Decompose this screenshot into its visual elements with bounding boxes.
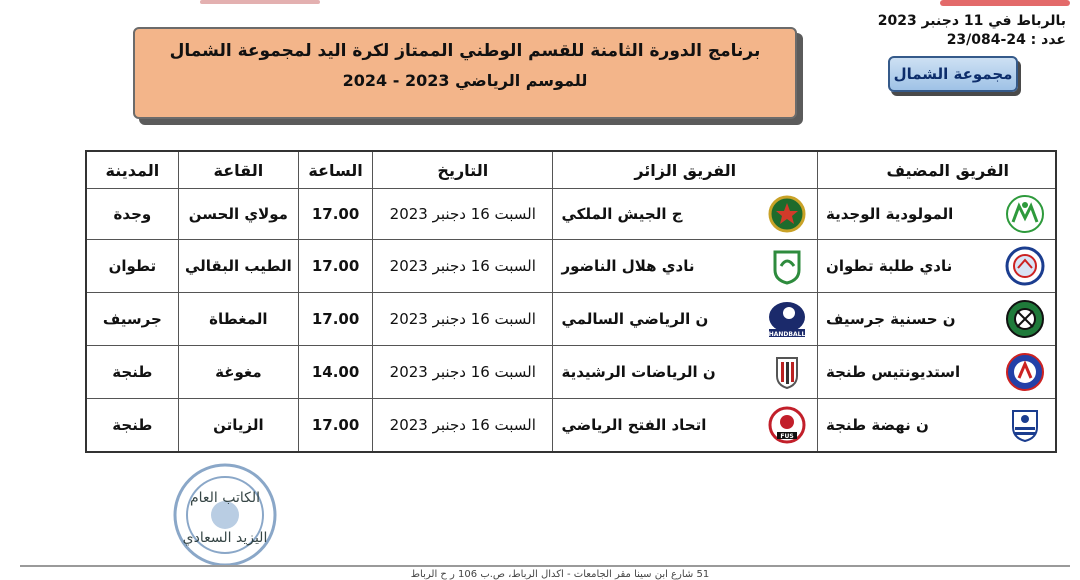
- hall-cell: الطيب البقالي: [178, 240, 298, 293]
- visitor-cell: [553, 189, 818, 240]
- host-team: ن نهضة طنجة: [826, 416, 929, 434]
- city-cell: طنجة: [86, 399, 178, 453]
- visitor-team: ن الرياضي السالمي: [561, 310, 709, 328]
- svg-text:HANDBALL: HANDBALL: [768, 331, 806, 338]
- city-cell: تطوان: [86, 240, 178, 293]
- tetouan-logo-icon: [1003, 244, 1047, 288]
- header-city: المدينة: [86, 151, 178, 189]
- letter-meta: [878, 12, 1066, 50]
- table-row: [86, 189, 1056, 240]
- host-cell: [818, 189, 1056, 240]
- reference-number: عدد : 24-23/084: [946, 32, 1066, 48]
- title-line-1: برنامج الدورة الثامنة للقسم الوطني الممتاز لكرة اليد لمجموعة الشمال: [169, 41, 761, 61]
- footer-address: 51 شارع ابن سينا مقر الجامعات - أكدال الرباط، ص.ب 106 ر ح الرباط: [410, 569, 710, 580]
- place-date: بالرباط في 11 دجنبر 2023: [877, 13, 1066, 29]
- stadiuntis-logo-icon: [1003, 350, 1047, 394]
- host-cell: [818, 346, 1056, 399]
- rachidia-logo-icon: [765, 350, 809, 394]
- table-row: [86, 346, 1056, 399]
- signature-role: الكاتب العام: [189, 490, 261, 506]
- city-cell: طنجة: [86, 346, 178, 399]
- date-cell: السبت 16 دجنبر 2023: [373, 240, 553, 293]
- time-cell: 17.00: [298, 293, 372, 346]
- hall-cell: مغوغة: [178, 346, 298, 399]
- visitor-team: ج الجيش الملكي: [561, 205, 683, 223]
- title-line-2: للموسم الرياضي 2023 - 2024: [342, 71, 588, 90]
- far-logo-icon: [765, 192, 809, 236]
- svg-text:FUS: FUS: [780, 433, 794, 440]
- visitor-cell: [553, 399, 818, 453]
- schedule-table: [85, 150, 1057, 453]
- header-time: الساعة: [298, 151, 372, 189]
- time-cell: 17.00: [298, 189, 372, 240]
- group-badge: مجموعة الشمال: [888, 56, 1018, 92]
- city-cell: جرسيف: [86, 293, 178, 346]
- hall-cell: المغطاة: [178, 293, 298, 346]
- visitor-cell: [553, 346, 818, 399]
- visitor-team: اتحاد الفتح الرياضي: [561, 416, 707, 434]
- host-team: المولودية الوجدية: [826, 205, 954, 223]
- host-team: ن حسنية جرسيف: [826, 310, 956, 328]
- signature-name: اليزيد السعادي: [182, 530, 268, 546]
- time-cell: 17.00: [298, 240, 372, 293]
- table-row: [86, 399, 1056, 453]
- table-row: [86, 293, 1056, 346]
- visitor-team: ن الرياضات الرشيدية: [561, 363, 716, 381]
- city-cell: وجدة: [86, 189, 178, 240]
- mcoujda-logo-icon: [1003, 192, 1047, 236]
- nahda-logo-icon: [1003, 403, 1047, 447]
- title-box: [133, 27, 797, 119]
- visitor-cell: [553, 293, 818, 346]
- header-decoration-red: [940, 0, 1070, 6]
- table-header-row: [86, 151, 1056, 189]
- header-visitor: الفريق الزائر: [553, 151, 818, 189]
- guercif-logo-icon: [1003, 297, 1047, 341]
- header-host: الفريق المضيف: [818, 151, 1056, 189]
- header-date: التاريخ: [373, 151, 553, 189]
- salmi-handball-logo-icon: [765, 297, 809, 341]
- header-decoration: [200, 0, 320, 4]
- time-cell: 14.00: [298, 346, 372, 399]
- signature-block: [170, 478, 280, 558]
- footer-divider: [20, 565, 1070, 567]
- date-cell: السبت 16 دجنبر 2023: [373, 346, 553, 399]
- date-cell: السبت 16 دجنبر 2023: [373, 189, 553, 240]
- table-row: [86, 240, 1056, 293]
- hall-cell: الزياتن: [178, 399, 298, 453]
- fus-logo-icon: [765, 403, 809, 447]
- date-cell: السبت 16 دجنبر 2023: [373, 293, 553, 346]
- header-hall: القاعة: [178, 151, 298, 189]
- host-cell: [818, 399, 1056, 453]
- host-team: استديونتيس طنجة: [826, 363, 961, 381]
- time-cell: 17.00: [298, 399, 372, 453]
- hall-cell: مولاي الحسن: [178, 189, 298, 240]
- date-cell: السبت 16 دجنبر 2023: [373, 399, 553, 453]
- hilal-nador-logo-icon: [765, 244, 809, 288]
- host-team: نادي طلبة تطوان: [826, 257, 953, 275]
- visitor-team: نادي هلال الناضور: [561, 257, 695, 275]
- visitor-cell: [553, 240, 818, 293]
- host-cell: [818, 240, 1056, 293]
- host-cell: [818, 293, 1056, 346]
